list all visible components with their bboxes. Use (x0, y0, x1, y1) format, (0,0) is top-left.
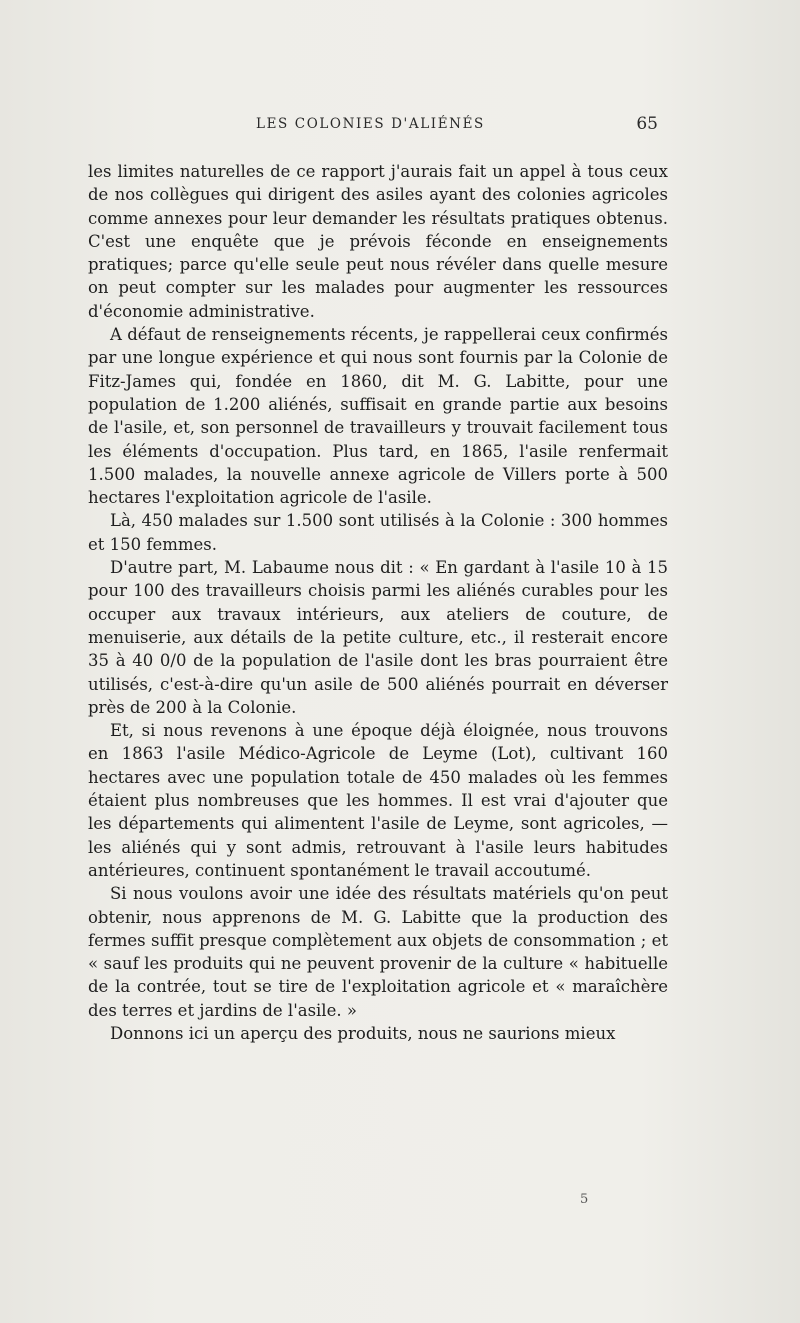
running-title: LES COLONIES D'ALIÉNÉS (256, 116, 485, 132)
paragraph: les limites naturelles de ce rapport j'aurais fait un appel à tous ceux de nos collègues qui dirigent des asiles ayant des colonies agricoles comme annexes pour leur demander les résultats pratiques obtenus. C'est une enquête que je prévois féconde en enseignements pratiques; parce qu'elle seule peut nous révéler dans quelle mesure on peut compter sur les malades pour augmenter les ressources d'économie administrative. (88, 162, 668, 321)
paragraph: Si nous voulons avoir une idée des résultats matériels qu'on peut obtenir, nous apprenons de M. G. Labitte que la production des fermes suffit presque complètement aux objets de consommation ; et « sauf les produits qui ne peuvent provenir de la culture « habituelle de la contrée, tout se tire de l'exploitation agricole et « maraîchère des terres et jardins de l'asile. » (88, 884, 668, 1020)
body-text (88, 160, 668, 1045)
paragraph: D'autre part, M. Labaume nous dit : « En gardant à l'asile 10 à 15 pour 100 des travailleurs choisis parmi les aliénés curables pour les occuper aux travaux intérieurs, aux ateliers de couture, de menuiserie, aux détails de la petite culture, etc., il resterait encore 35 à 40 0/0 de la population de l'asile dont les bras pourraient être utilisés, c'est-à-dire qu'un asile de 500 aliénés pourrait en déverser près de 200 à la Colonie. (88, 558, 668, 717)
paragraph: Là, 450 malades sur 1.500 sont utilisés à la Colonie : 300 hommes et 150 femmes. (88, 511, 668, 554)
paragraph: A défaut de renseignements récents, je rappellerai ceux confirmés par une longue expérience et qui nous sont fournis par la Colonie de Fitz-James qui, fondée en 1860, dit M. G. Labitte, pour une population de 1.200 aliénés, suffisait en grande partie aux besoins de l'asile, et, son personnel de travailleurs y trouvait facilement tous les éléments d'occupation. Plus tard, en 1865, l'asile renfermait 1.500 malades, la nouvelle annexe agricole de Villers porte à 500 hectares l'exploitation agricole de l'asile. (88, 325, 668, 508)
paragraph: Et, si nous revenons à une époque déjà éloignée, nous trouvons en 1863 l'asile Médico-Agricole de Leyme (Lot), cultivant 160 hectares avec une population totale de 450 malades où les femmes étaient plus nombreuses que les hommes. Il est vrai d'ajouter que les départements qui alimentent l'asile de Leyme, sont agricoles, — les aliénés qui y sont admis, retrouvant à l'asile leurs habitudes antérieures, continuent spontanément le travail accoutumé. (88, 721, 668, 880)
signature-mark: 5 (580, 1192, 589, 1207)
page-header (88, 116, 658, 140)
page-number: 65 (636, 114, 658, 134)
paragraph: Donnons ici un aperçu des produits, nous ne saurions mieux (110, 1023, 616, 1043)
